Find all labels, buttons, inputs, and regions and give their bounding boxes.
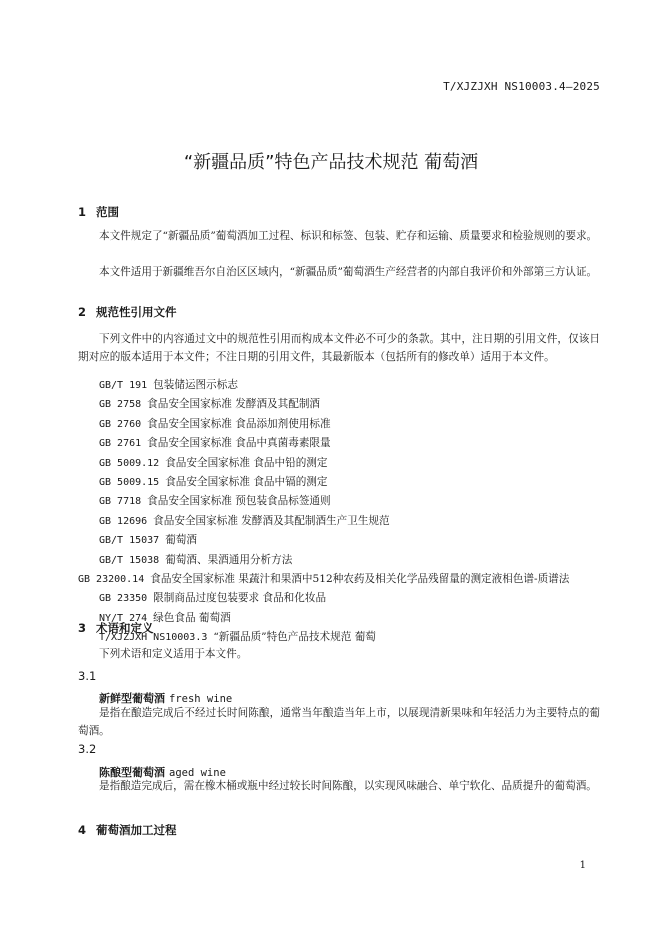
section-title: 规范性引用文件 xyxy=(96,305,177,319)
reference-name: 食品安全国家标准 预包装食品标签通则 xyxy=(147,495,331,508)
section-2-intro: 下列文件中的内容通过文中的规范性引用而构成本文件必不可少的条款。其中，注日期的引用文件，仅该日期对应的版本适用于本文件；不注日期的引用文件，其最新版本（包括所有的修改单）适用于本文件。 xyxy=(78,333,600,363)
reference-name: 食品安全国家标准 果蔬汁和果酒中512种农药及相关化学品残留量的测定液相色谱-质谱法 xyxy=(150,573,570,586)
reference-name: 包装储运图示标志 xyxy=(153,379,238,391)
reference-name: 食品安全国家标准 发酵酒及其配制酒 xyxy=(147,398,321,411)
reference-name: 葡萄酒、果酒通用分析方法 xyxy=(165,553,293,566)
term-3-1-number: 3.1 xyxy=(78,669,97,683)
reference-item xyxy=(99,512,600,531)
section-2-heading xyxy=(78,304,177,320)
section-4-heading xyxy=(78,822,177,838)
section-title: 范围 xyxy=(96,205,119,219)
reference-code: GB/T 15038 xyxy=(99,554,160,566)
reference-list xyxy=(78,376,600,648)
reference-code: GB/T 191 xyxy=(99,380,148,391)
reference-name: 食品安全国家标准 食品中铅的测定 xyxy=(165,456,328,469)
reference-item xyxy=(78,570,600,589)
section-number: 1 xyxy=(78,205,87,219)
term-english: aged wine xyxy=(169,767,226,779)
term-3-2-number: 3.2 xyxy=(78,742,97,756)
section-title: 术语和定义 xyxy=(96,621,154,635)
reference-code: GB 12696 xyxy=(99,515,148,527)
reference-item xyxy=(99,492,600,511)
section-1-heading xyxy=(78,204,119,220)
reference-item xyxy=(99,551,600,570)
term-name: 新鲜型葡萄酒 xyxy=(99,692,165,705)
section-number: 2 xyxy=(78,305,87,319)
reference-name: 食品安全国家标准 发酵酒及其配制酒生产卫生规范 xyxy=(153,514,390,527)
page-number: 1 xyxy=(579,860,586,871)
reference-name: 绿色食品 葡萄酒 xyxy=(153,611,231,624)
section-3-heading xyxy=(78,620,154,636)
reference-code: GB 23200.14 xyxy=(78,574,145,586)
section-title: 葡萄酒加工过程 xyxy=(96,823,177,837)
term-3-1-definition: 是指在酿造完成后不经过长时间陈酿，通常当年酿造当年上市，以展现清新果味和年轻活力为主要特点的葡萄酒。 xyxy=(78,707,600,737)
reference-item xyxy=(99,434,600,453)
reference-code: GB 5009.12 xyxy=(99,457,160,469)
term-3-2-definition: 是指酿造完成后，需在橡木桶或瓶中经过较长时间陈酿，以实现风味融合、单宁软化、品质提升的葡萄酒。 xyxy=(99,780,597,792)
reference-name: “新疆品质”特色产品技术规范 葡萄 xyxy=(213,631,376,644)
reference-item xyxy=(99,609,600,628)
reference-code: NY/T 274 xyxy=(99,612,148,624)
page-title: “新疆品质”特色产品技术规范 葡萄酒 xyxy=(183,152,479,173)
reference-code: GB 2760 xyxy=(99,418,142,430)
reference-item xyxy=(99,589,600,608)
reference-item xyxy=(99,473,600,492)
term-english: fresh wine xyxy=(169,693,233,705)
reference-code: GB 23350 xyxy=(99,593,148,605)
reference-item xyxy=(99,395,600,414)
doc-number: T/XJZJXH NS10003.4—2025 xyxy=(443,80,600,93)
reference-name: 食品安全国家标准 食品添加剂使用标准 xyxy=(147,417,331,430)
reference-code: GB 2761 xyxy=(99,438,142,450)
reference-code: T/XJZJXH NS10003.3 xyxy=(99,632,208,644)
reference-name: 食品安全国家标准 食品中镉的测定 xyxy=(165,476,328,489)
term-name: 陈酿型葡萄酒 xyxy=(99,766,165,779)
section-number: 4 xyxy=(78,823,87,837)
reference-name: 限制商品过度包装要求 食品和化妆品 xyxy=(153,592,327,605)
reference-item xyxy=(99,454,600,473)
reference-code: GB 7718 xyxy=(99,496,142,508)
reference-code: GB 2758 xyxy=(99,399,142,411)
reference-name: 食品安全国家标准 食品中真菌毒素限量 xyxy=(147,437,331,450)
reference-item xyxy=(99,531,600,550)
section-1-para-1: 本文件规定了“新疆品质”葡萄酒加工过程、标识和标签、包装、贮存和运输、质量要求和检验规则的要求。 xyxy=(99,230,598,242)
reference-code: GB/T 15037 xyxy=(99,535,160,547)
section-number: 3 xyxy=(78,621,87,635)
reference-code: GB 5009.15 xyxy=(99,477,160,489)
reference-name: 葡萄酒 xyxy=(165,534,197,547)
section-3-intro: 下列术语和定义适用于本文件。 xyxy=(99,648,248,660)
reference-item xyxy=(99,376,600,395)
section-1-para-2: 本文件适用于新疆维吾尔自治区区域内，“新疆品质”葡萄酒生产经营者的内部自我评价和外部第三方认证。 xyxy=(99,266,598,278)
reference-item xyxy=(99,415,600,434)
